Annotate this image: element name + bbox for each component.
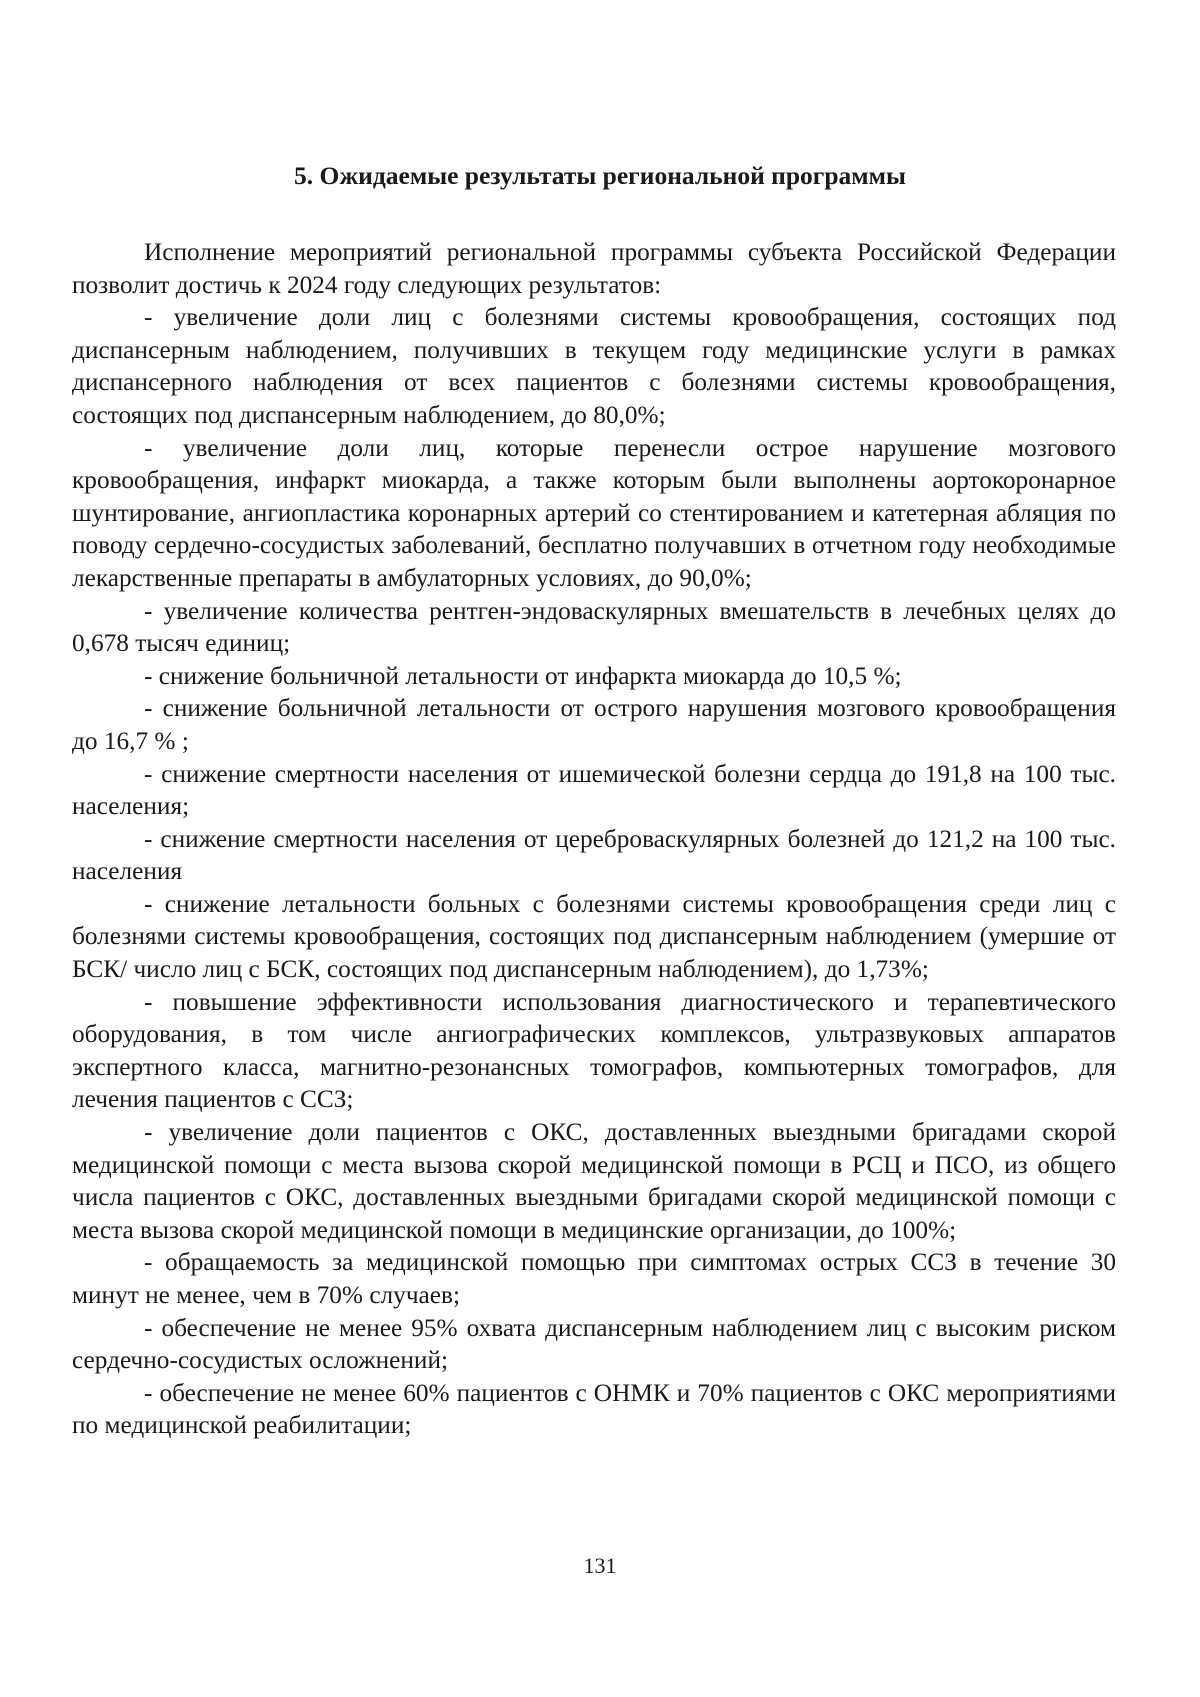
body-text: [72, 236, 1116, 1442]
section-heading: 5. Ожидаемые результаты региональной программы: [294, 161, 906, 190]
result-item: - обеспечение не менее 60% пациентов с ОНМК и 70% пациентов с ОКС мероприятиями по медицинской реабилитации;: [72, 1378, 1116, 1440]
result-item: - повышение эффективности использования диагностического и терапевтического оборудования, в том числе ангиографических комплексов, ультразвуковых аппаратов экспертного класса, магнитно-резонансных томографов, компьютерных томографов, для лечения пациентов с ССЗ;: [72, 987, 1116, 1114]
result-item: - снижение больничной летальности от инфаркта миокарда до 10,5 %;: [144, 661, 902, 690]
result-item: - увеличение количества рентген-эндоваскулярных вмешательств в лечебных целях до 0,678 тысяч единиц;: [72, 596, 1116, 658]
result-item: - снижение смертности населения от ишемической болезни сердца до 191,8 на 100 тыс. населения;: [72, 759, 1116, 821]
result-item: - обращаемость за медицинской помощью при симптомах острых ССЗ в течение 30 минут не менее, чем в 70% случаев;: [72, 1248, 1116, 1309]
result-item: - увеличение доли лиц, которые перенесли острое нарушение мозгового кровообращения, инфаркт миокарда, а также которым были выполнены аортокоронарное шунтирование, ангиопластика коронарных артерий со стентированием и катетерная абляция по поводу сердечно-сосудистых заболеваний, бесплатно получавших в отчетном году необходимые лекарственные препараты в амбулаторных условиях, до 90,0%;: [72, 433, 1116, 592]
page-number: 131: [583, 1553, 617, 1578]
result-item: - снижение больничной летальности от острого нарушения мозгового кровообращения до 16,7 % ;: [72, 694, 1116, 755]
result-item: - снижение летальности больных с болезнями системы кровообращения среди лиц с болезнями системы кровообращения, состоящих под диспансерным наблюдением (умершие от БСК/ число лиц с БСК, состоящих под диспансерным наблюдением), до 1,73%;: [72, 889, 1116, 984]
result-item: - снижение смертности населения от цереброваскулярных болезней до 121,2 на 100 тыс. населения: [72, 824, 1116, 886]
result-item: - увеличение доли лиц с болезнями системы кровообращения, состоящих под диспансерным наблюдением, получивших в текущем году медицинские услуги в рамках диспансерного наблюдения от всех пациентов с болезнями системы кровообращения, состоящих под диспансерным наблюдением, до 80,0%;: [72, 303, 1116, 429]
result-item: - обеспечение не менее 95% охвата диспансерным наблюдением лиц с высоким риском сердечно-сосудистых осложнений;: [72, 1313, 1116, 1375]
result-item: - увеличение доли пациентов с ОКС, доставленных выездными бригадами скорой медицинской помощи с места вызова скорой медицинской помощи в РСЦ и ПСО, из общего числа пациентов с ОКС, доставленных выездными бригадами скорой медицинской помощи с места вызова скорой медицинской помощи в медицинские организации, до 100%;: [72, 1118, 1116, 1244]
intro-paragraph: Исполнение мероприятий региональной программы субъекта Российской Федерации позволит достичь к 2024 году следующих результатов:: [72, 238, 1116, 299]
